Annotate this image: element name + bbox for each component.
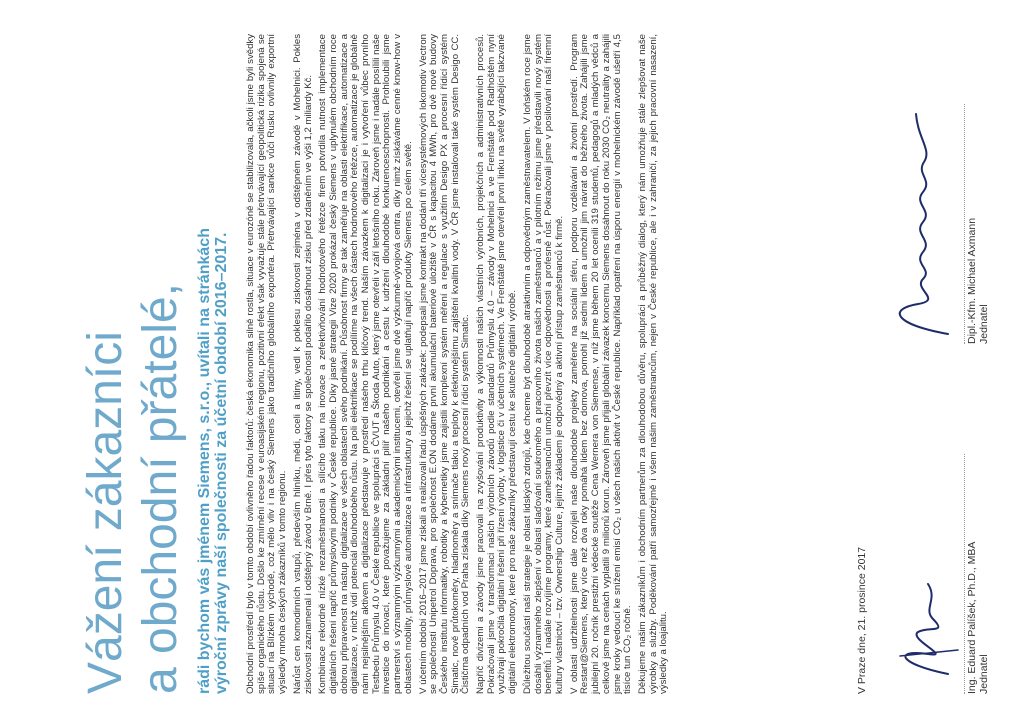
paragraph-4: V účetním období 2016–2017 jsme získali a realizovali řadu úspěšných zakázek: podepsali jsme kontrakt na dodání tří vícesystémových lokomotiv Vectron se společností Unipetrol Doprava, pro společnost E.ON dodáme první akumulační bateriové úložiště v ČR s kapacitou 4 MWh, pro dvě nové budovy Českého institutu informatiky, robotiky a kybernetiky jsme zajistili komplexní systém měření a regulace s využitím Desigo PX a procesní řídicí systém Simatic, nově průtokoměry, hladinoměry a snímače tlaku a teploty k efektivnějšímu zajištění kvalitní vody. V ČR jsme instalovali také systém Desigo CC. Čističrna odpadních vod Praha získala díky Siemens nový procesní řídicí systém Simatic. bbox=[417, 34, 472, 694]
paragraph-5: Napříč divizemi a závody jsme pracovali na zvyšování produktivity a výkonnosti našich vlastních výrobních, projekčních a administrativních procesů. Pokračovali jsme v transformaci našich výrobních závodů podle standardů Průmyslu 4.0 – závody v Mohelnici a ve Frenštátě pod Radhoštěm nyní využívají pokročilá digitální řešení při řízení výroby, v logistice či v účetních systémech. Ve Frenštátě jsme otevřeli první linku na světě vyrábějící takzvané digitální elektromotory, které pro naše zákazníky představují cestu ke skutečné digitální výrobě. bbox=[475, 34, 519, 694]
letter-subtitle bbox=[196, 134, 230, 694]
signatory-1-role: Jednatel bbox=[978, 654, 990, 694]
paragraph-8: Děkujeme našim zákazníkům i obchodním partnerům za dlouhodobou důvěru, spolupráci a průběžný dialog, který nám umožňuje stále zlepšovat naše výrobky a služby. Poděkování patří samozřejmě i všem našim zaměstnancům, nejen v České republice, ale i v zahraničí, za jejich pracovní nasazení, výsledky a loajalitu. bbox=[636, 34, 670, 694]
letter-title bbox=[78, 54, 188, 694]
title-line-1: Vážení zákazníci bbox=[79, 331, 132, 694]
paragraph-2: Nárůst cen komodinních vstupů, především hliníku, mědi, oceli a litiny, vedl k poklesu ziskovosti zejména v odštěpném závodě v Mohelnici. Pokles ziskovosti zaznamenal i odštěpný závod v Brně. I přes tyto faktory se společnosti podařilo dosáhnout zisku před zdaněním ve výši 1,2 miliardy Kč. bbox=[291, 34, 314, 694]
handwritten-signature-2 bbox=[888, 84, 964, 344]
letter-body bbox=[246, 34, 674, 694]
place-and-date: V Praze dne, 21. prosince 2017 bbox=[856, 546, 868, 694]
signatory-1-name: Ing. Eduard Palíšek, Ph.D., MBA bbox=[966, 541, 978, 694]
signature-block-2 bbox=[888, 44, 988, 344]
title-line-2: a obchodní přátelé, bbox=[134, 283, 187, 694]
signature-line-2 bbox=[964, 104, 965, 344]
signature-line-1 bbox=[964, 454, 965, 694]
subtitle-line-2: výroční zprávy naší společnosti za účetní období 2016–2017. bbox=[213, 232, 230, 694]
paragraph-6: Důležitou součástí naší strategie je oblast lidských zdrojů, kde chceme být dlouhodobě atraktivním a odpovědným zaměstnavatelem. V loňském roce jsme dosáhli významného zlepšení v oblasti slaďování soukromého a pracovního života našich zaměstnanců a v pilotním režimu jsme představili nový systém benefitů. I nadále rozvíjíme programy, které zaměstnancům umožní převzít více odpovědnosti a profesně růst. Pokračovali jsme v posilování naší firemní kultury vlastnictví – tzv. Ownership Culture, jejímž základem je odpovědný a aktivní přístup zaměstnanců k firmě. bbox=[521, 34, 565, 694]
paragraph-7: V oblasti udržitelnosti jsme dále rozvíjeli naše dlouhodobé projekty zaměřené na sociální sféru, podporu vzdělávání a životní prostředí. Program Restart@Siemens, který více než dva roky pomáhá lidem bez domova, pomohl již sedmi lidem a umožnil jim návrat do běžného života. Zahájili jsme jubilejní 20. ročník prestižní vědecké soutěže Cena Wernera von Siemense, v níž jsme během 20 let ocenili 319 studentů, pedagogů a mladých vědců a celkově jsme na cenách vyplatili 9 milionů korun. Zároveň jsme přijali globální závazek koncernu Siemens dosáhnout do roku 2030 CO₂ neutrality a zahájili jsme kroky vedoucí ke snížení emisí CO₂ u všech našich aktivit v České republice. Například opatření na úsporu energií v mohelnickém závodě ušetří 4,5 tisíce tun CO₂ ročně. bbox=[568, 34, 634, 694]
signatory-2-name: Dipl.-Kfm. Michael Axmann bbox=[966, 217, 978, 344]
handwritten-signature-1 bbox=[888, 534, 964, 694]
paragraph-3: Kombinace rekordně nízké nezaměstnanosti a sílícího tlaku na inovace a zefektivňování hodnotového řetězce firem potvrdila nutnost implementace digitálních řešení napříč průmyslovými podniky v České republice. Díky jasné strategii Vize 2020 prokázal český Siemens v uplynulém obchodním roce dobrou připravenost na nástup digitalizace ve všech oblastech svého podnikání. Působnost firmy se tak zaměřuje na oblasti elektrifikace, automatizace a digitalizace, v nichž vidí potenciál dlouhodobého růstu. Na poli elektrifikace se podílíme na všech částech hodnotového řetězce, automatizace je globálně námi nejsilnějším aktivem a digitalizace představuje v prostředí našeho trhu klíčový trend. Naším závazkem k digitalizaci je i vytvoření vůbec prvního Testbedu Průmyslu 4.0 v České republice ve spolupráci s ČVUT a Škoda Auto, který jsme otevřeli v září letošního roku. Zároveň jsme i nadále posílili naše investice do inovací, které považujeme za základní pilíř našeho podnikání a cestu k udržení dlouhodobé konkurenceschopnosti. Prohloubili jsme partnerství s významnými výzkumnými a akademickými institucemi, otevřeli jsme dvě výzkumně-vývojová centra, díky nimž získáváme cenné know-how v oblastech mobility, průmyslové automatizace a infrastruktury a jejichž řešení se uplatňují napříč produkty Siemens po celém světě. bbox=[317, 34, 414, 694]
subtitle-line-1: rádi bychom vás jménem Siemens, s.r.o., uvítali na stránkách bbox=[196, 228, 213, 694]
signatory-2-role: Jednatel bbox=[978, 304, 990, 344]
paragraph-1: Obchodní prostředí bylo v tomto období ovlivněno řadou faktorů: česká ekonomika silně rostla, situace v eurozóně se stabilizovala, ačkoli jsme byli svědky spíše organického růstu. Došlo ke zmírnění recese v euroasijském regionu, pozitivní efekt však vyvažuje stále přetrvávající geopolitická rizika spojená se situací na Blízkém východě, což mělo vliv i na český Siemens jako tradičního globálního exportéra. Přetrvávající sankce vůči Rusku ovlivnily exportní výsledky mnoha českých zákazníků v tomto regionu. bbox=[245, 34, 289, 694]
signature-block-1 bbox=[888, 394, 988, 694]
